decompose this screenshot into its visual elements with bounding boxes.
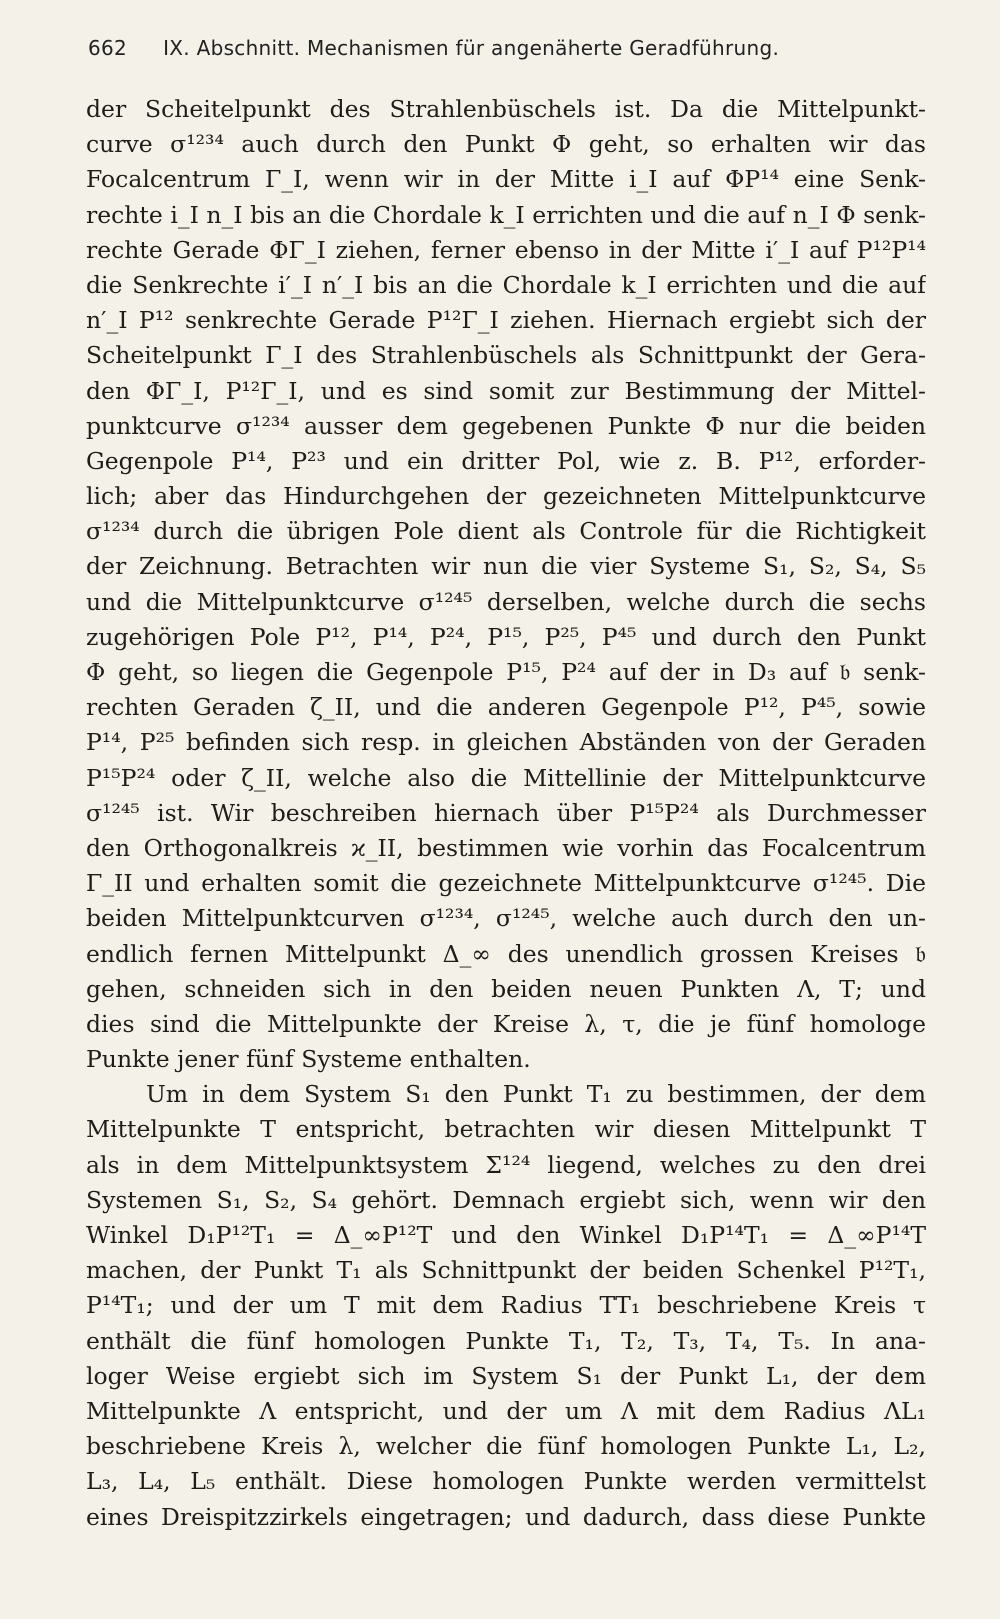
- text-line: den ΦΓ_I, P¹²Γ_I, und es sind somit zur Bestimmung der Mittel-: [86, 376, 926, 405]
- text-line: Focalcentrum Γ_I, wenn wir in der Mitte i_I auf ΦP¹⁴ eine Senk-: [86, 165, 926, 194]
- text-line: P¹⁴, P²⁵ befinden sich resp. in gleichen Abständen von der Geraden: [86, 728, 926, 757]
- text-line: Gegenpole P¹⁴, P²³ und ein dritter Pol, wie z. B. P¹², erforder-: [86, 446, 926, 475]
- text-line: rechte Gerade ΦΓ_I ziehen, ferner ebenso in der Mitte i′_I auf P¹²P¹⁴: [86, 235, 926, 264]
- text-line: Φ geht, so liegen die Gegenpole P¹⁵, P²⁴ auf der in D₃ auf 𝔟 senk-: [86, 658, 926, 686]
- text-line: die Senkrechte i′_I n′_I bis an die Chordale k_I errichten und die auf: [86, 270, 926, 299]
- text-line: Mittelpunkte Λ entspricht, und der um Λ mit dem Radius ΛL₁: [86, 1396, 926, 1425]
- text-line: σ¹²³⁴ durch die übrigen Pole dient als Controle für die Richtigkeit: [86, 517, 926, 546]
- text-line: gehen, schneiden sich in den beiden neuen Punkten Λ, Τ; und: [86, 974, 926, 1003]
- text-line: beschriebene Kreis λ, welcher die fünf homologen Punkte L₁, L₂,: [86, 1432, 926, 1461]
- text-line: P¹⁴T₁; und der um Τ mit dem Radius ΤT₁ beschriebene Kreis τ: [86, 1291, 926, 1320]
- page-number: 662: [88, 36, 128, 60]
- body-text: [86, 92, 926, 1535]
- text-line: lich; aber das Hindurchgehen der gezeichneten Mittelpunktcurve: [86, 482, 926, 511]
- text-line: beiden Mittelpunktcurven σ¹²³⁴, σ¹²⁴⁵, welche auch durch den un-: [86, 904, 926, 933]
- text-line: machen, der Punkt T₁ als Schnittpunkt der beiden Schenkel P¹²T₁,: [86, 1256, 926, 1285]
- text-line: Scheitelpunkt Γ_I des Strahlenbüschels als Schnittpunkt der Gera-: [86, 341, 926, 370]
- text-line: der Zeichnung. Betrachten wir nun die vier Systeme S₁, S₂, S₄, S₅: [86, 552, 926, 581]
- text-line: enthält die fünf homologen Punkte T₁, T₂, T₃, T₄, T₅. In ana-: [86, 1326, 926, 1355]
- text-line: σ¹²⁴⁵ ist. Wir beschreiben hiernach über P¹⁵P²⁴ als Durchmesser: [86, 798, 926, 827]
- text-line: n′_I P¹² senkrechte Gerade P¹²Γ_I ziehen. Hiernach ergiebt sich der: [86, 306, 926, 335]
- text-line: Winkel D₁P¹²T₁ = Δ_∞P¹²Τ und den Winkel D₁P¹⁴T₁ = Δ_∞P¹⁴Τ: [86, 1221, 926, 1249]
- text-line: rechten Geraden ζ_II, und die anderen Gegenpole P¹², P⁴⁵, sowie: [86, 693, 926, 722]
- text-line: L₃, L₄, L₅ enthält. Diese homologen Punkte werden vermittelst: [86, 1467, 926, 1496]
- text-line: Γ_II und erhalten somit die gezeichnete Mittelpunktcurve σ¹²⁴⁵. Die: [86, 869, 926, 898]
- text-line: den Orthogonalkreis ϰ_II, bestimmen wie vorhin das Focalcentrum: [86, 833, 926, 862]
- text-line: Systemen S₁, S₂, S₄ gehört. Demnach ergiebt sich, wenn wir den: [86, 1185, 926, 1214]
- text-line: Mittelpunkte Τ entspricht, betrachten wir diesen Mittelpunkt Τ: [86, 1115, 926, 1144]
- running-title: IX. Abschnitt. Mechanismen für angenäherte Geradführung.: [163, 36, 780, 60]
- text-line: Punkte jener fünf Systeme enthalten.: [86, 1045, 531, 1074]
- text-line: eines Dreispitzzirkels eingetragen; und dadurch, dass diese Punkte: [86, 1502, 926, 1531]
- text-line: der Scheitelpunkt des Strahlenbüschels ist. Da die Mittelpunkt-: [86, 95, 926, 123]
- text-line: curve σ¹²³⁴ auch durch den Punkt Φ geht, so erhalten wir das: [86, 130, 926, 159]
- text-line: loger Weise ergiebt sich im System S₁ der Punkt L₁, der dem: [86, 1361, 926, 1390]
- text-line: und die Mittelpunktcurve σ¹²⁴⁵ derselben, welche durch die sechs: [86, 587, 926, 616]
- text-line: als in dem Mittelpunktsystem Σ¹²⁴ liegend, welches zu den drei: [86, 1150, 926, 1179]
- text-line: punktcurve σ¹²³⁴ ausser dem gegebenen Punkte Φ nur die beiden: [86, 411, 926, 440]
- text-line: P¹⁵P²⁴ oder ζ_II, welche also die Mittellinie der Mittelpunktcurve: [86, 763, 926, 792]
- text-line: Um in dem System S₁ den Punkt T₁ zu bestimmen, der dem: [146, 1080, 926, 1109]
- text-line: zugehörigen Pole P¹², P¹⁴, P²⁴, P¹⁵, P²⁵, P⁴⁵ und durch den Punkt: [86, 622, 926, 651]
- text-line: dies sind die Mittelpunkte der Kreise λ, τ, die je fünf homologe: [86, 1009, 926, 1038]
- text-line: endlich fernen Mittelpunkt Δ_∞ des unendlich grossen Kreises 𝔟: [86, 939, 926, 968]
- text-line: rechte i_I n_I bis an die Chordale k_I errichten und die auf n_I Φ senk-: [86, 200, 926, 229]
- running-header: [88, 36, 928, 60]
